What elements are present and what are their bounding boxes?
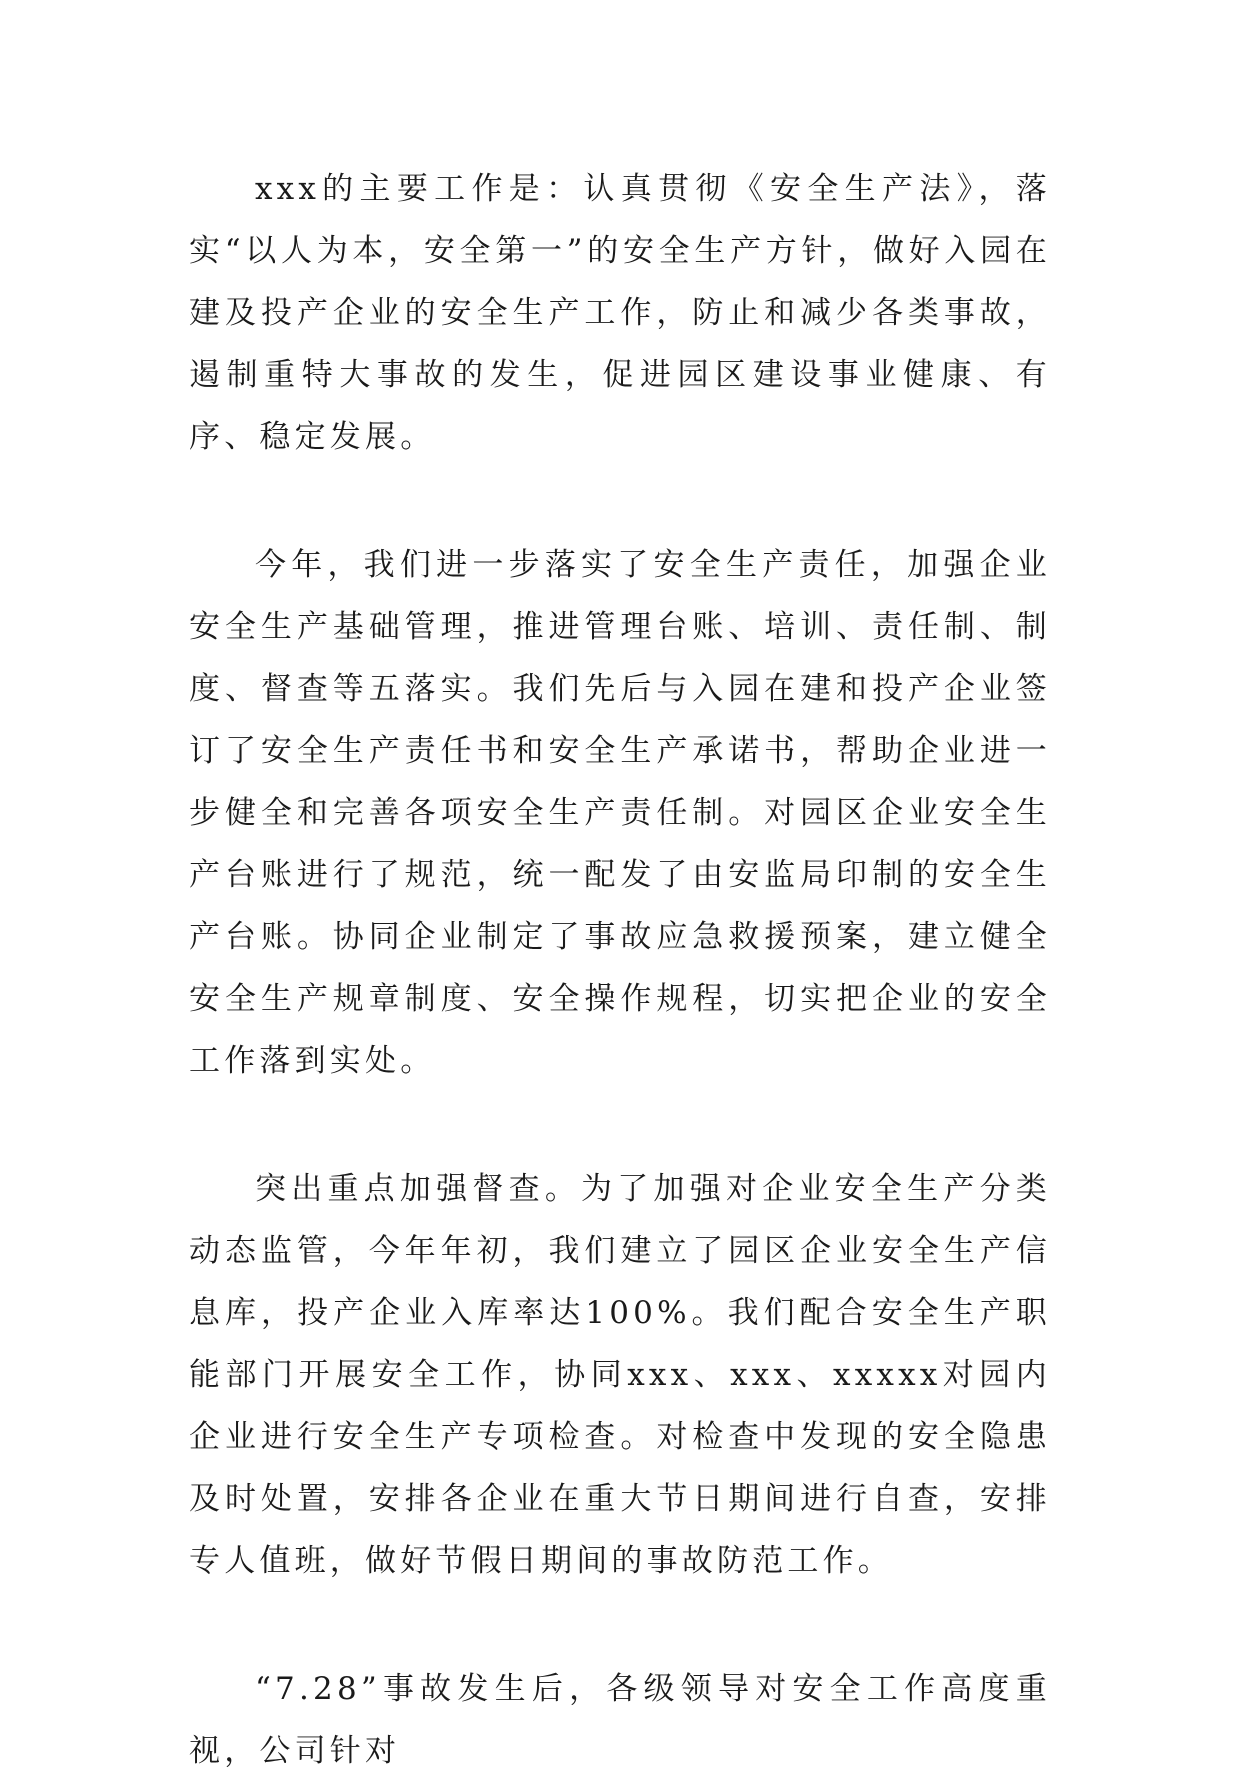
document-body [189, 158, 1051, 1782]
paragraph-main-work: xxx的主要工作是：认真贯彻《安全生产法》，落实“以人为本，安全第一”的安全生产方针，做好入园在建及投产企业的安全生产工作，防止和减少各类事故，遏制重特大事故的发生，促进园区建设事业健康、有序、稳定发展。 [189, 171, 1051, 455]
paragraph-responsibility: 今年，我们进一步落实了安全生产责任，加强企业安全生产基础管理，推进管理台账、培训、责任制、制度、督查等五落实。我们先后与入园在建和投产企业签订了安全生产责任书和安全生产承诺书，帮助企业进一步健全和完善各项安全生产责任制。对园区企业安全生产台账进行了规范，统一配发了由安监局印制的安全生产台账。协同企业制定了事故应急救援预案，建立健全安全生产规章制度、安全操作规程，切实把企业的安全工作落到实处。 [189, 547, 1051, 1079]
paragraph-inspection: 突出重点加强督查。为了加强对企业安全生产分类动态监管，今年年初，我们建立了园区企业安全生产信息库，投产企业入库率达100%。我们配合安全生产职能部门开展安全工作，协同xxx、xxx、xxxxx对园内企业进行安全生产专项检查。对检查中发现的安全隐患及时处置，安排各企业在重大节日期间进行自查，安排专人值班，做好节假日期间的事故防范工作。 [189, 1171, 1051, 1579]
paragraph-accident-followup: “7.28”事故发生后，各级领导对安全工作高度重视，公司针对 [189, 1671, 1051, 1769]
